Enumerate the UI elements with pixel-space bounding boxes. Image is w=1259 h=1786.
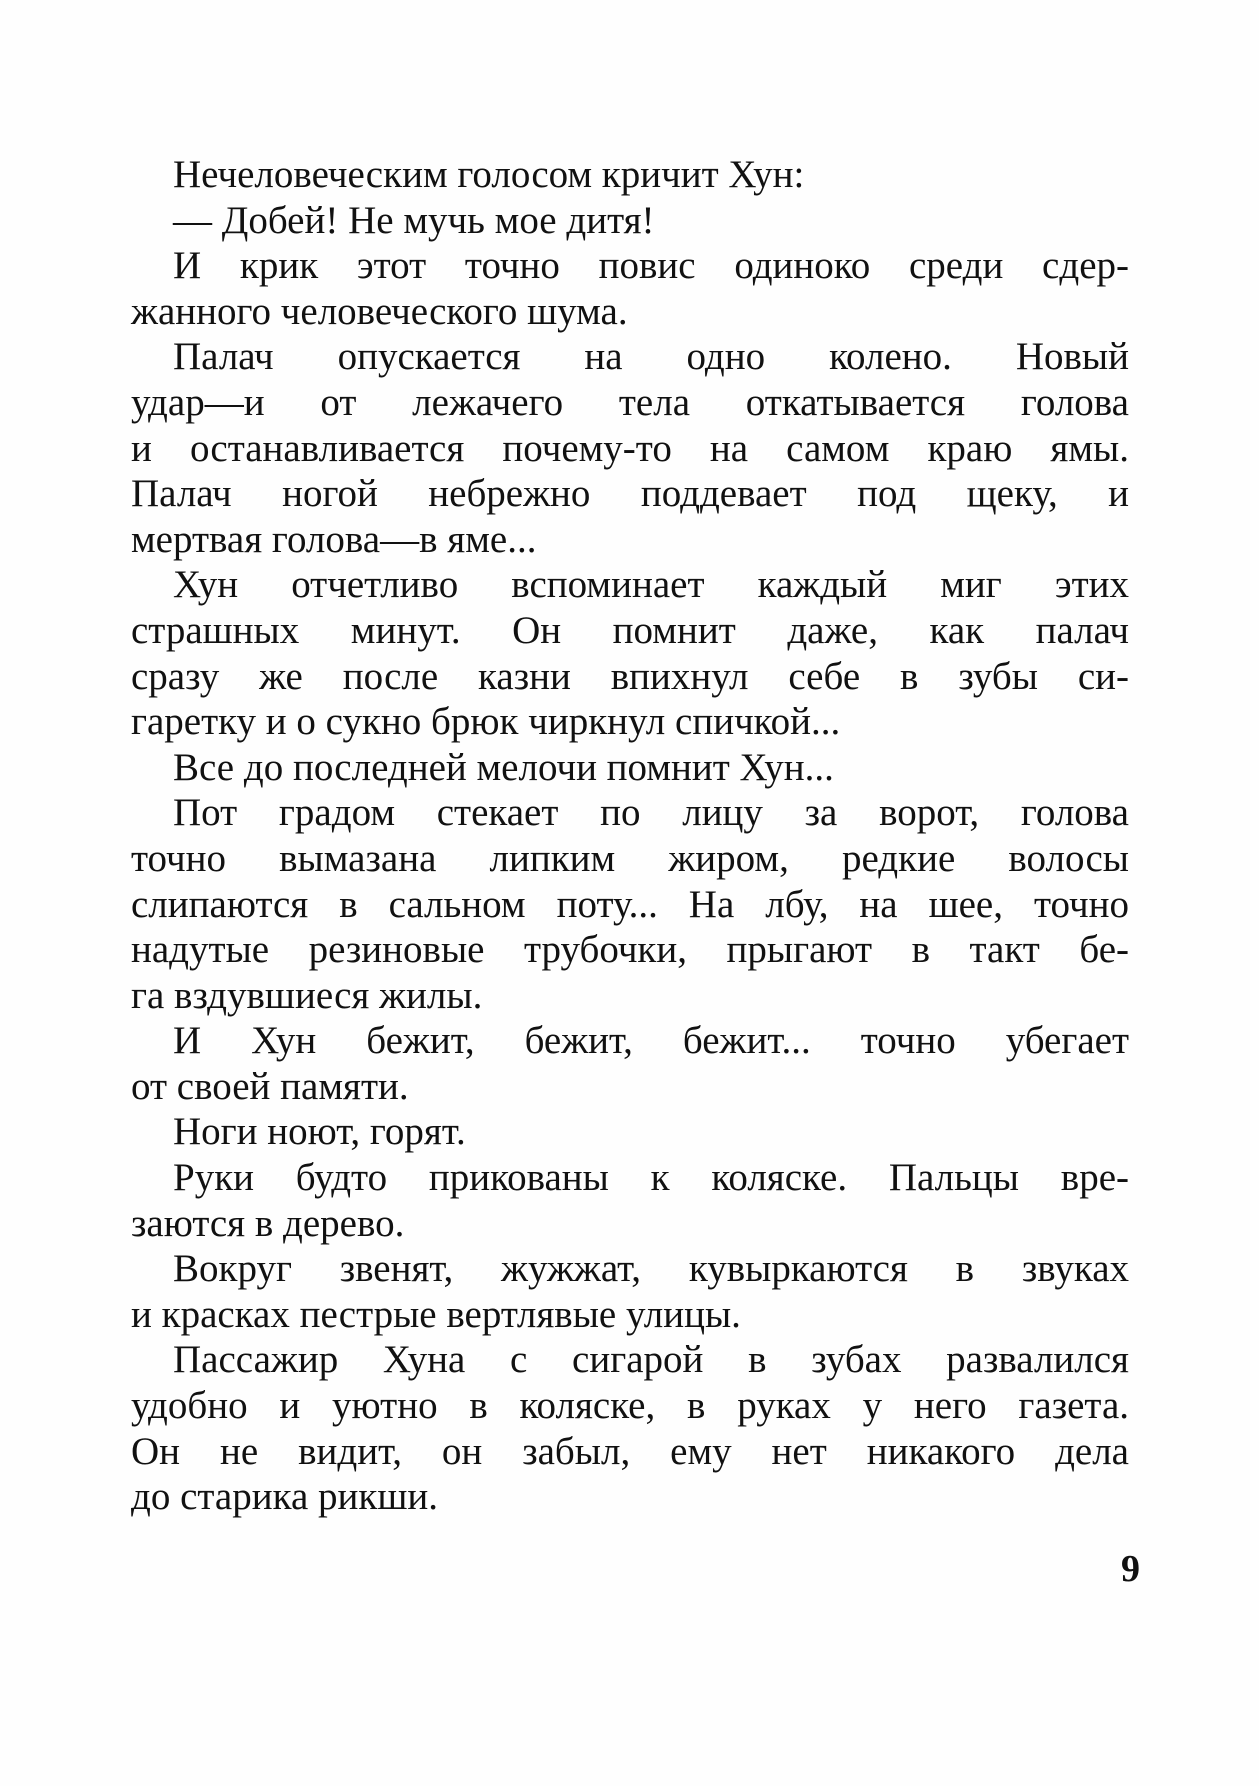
text-line: удобно и уютно в коляске, в руках у него газета. xyxy=(131,1384,1129,1428)
text-line: сразу же после казни впихнул себе в зубы си- xyxy=(131,654,1129,698)
text-line: удар—и от лежачего тела откатывается голова xyxy=(131,380,1129,424)
body-text xyxy=(131,152,1129,1520)
text-line: Все до последней мелочи помнит Хун... xyxy=(173,745,834,789)
text-line: И крик этот точно повис одиноко среди сдер- xyxy=(173,244,1129,288)
text-line: заются в дерево. xyxy=(131,1201,405,1245)
text-line: слипаются в сальном поту... На лбу, на шее, точно xyxy=(131,882,1129,926)
page-number: 9 xyxy=(1121,1548,1140,1590)
text-line: Нечеловеческим голосом кричит Хун: xyxy=(173,153,805,196)
text-line: от своей памяти. xyxy=(131,1064,409,1108)
text-line: И Хун бежит, бежит, бежит... точно убегает xyxy=(173,1019,1129,1063)
text-line: Пот градом стекает по лицу за ворот, голова xyxy=(173,791,1129,835)
text-line: мертвая голова—в яме... xyxy=(131,517,537,561)
text-line: до старика рикши. xyxy=(131,1475,438,1519)
text-line: и останавливается почему-то на самом краю ямы. xyxy=(131,426,1129,470)
text-line: страшных минут. Он помнит даже, как палач xyxy=(131,608,1129,652)
text-line: гаретку и о сукно брюк чиркнул спичкой... xyxy=(131,700,841,744)
text-line: точно вымазана липким жиром, редкие волосы xyxy=(131,836,1129,880)
text-line: Руки будто прикованы к коляске. Пальцы вре- xyxy=(173,1156,1129,1200)
text-line: Он не видит, он забыл, ему нет никакого дела xyxy=(131,1429,1129,1473)
text-line: надутые резиновые трубочки, прыгают в такт бе- xyxy=(131,928,1129,972)
text-line: Пассажир Хуна с сигарой в зубах развалился xyxy=(173,1338,1129,1382)
text-line: и красках пестрые вертлявые улицы. xyxy=(131,1292,741,1336)
text-line: Палач опускается на одно колено. Новый xyxy=(173,335,1129,379)
text-line: Палач ногой небрежно поддевает под щеку, и xyxy=(131,472,1129,516)
text-line: га вздувшиеся жилы. xyxy=(131,973,483,1017)
text-line: — Добей! Не мучь мое дитя! xyxy=(173,198,655,242)
text-line: жанного человеческого шума. xyxy=(131,289,628,333)
text-line: Вокруг звенят, жужжат, кувыркаются в звуках xyxy=(173,1247,1129,1291)
text-line: Хун отчетливо вспоминает каждый миг этих xyxy=(173,563,1129,607)
text-line: Ноги ноют, горят. xyxy=(173,1110,466,1154)
